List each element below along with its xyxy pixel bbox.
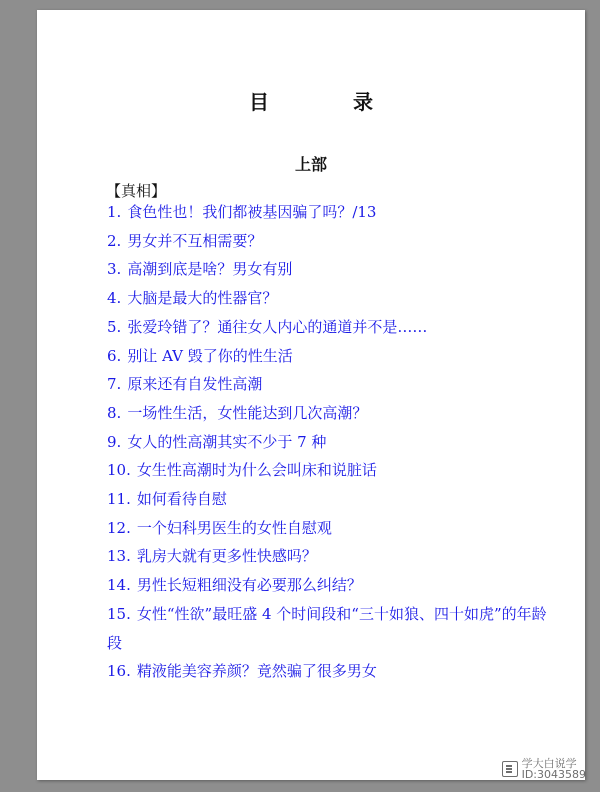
toc-item[interactable] xyxy=(107,456,547,485)
document-icon xyxy=(502,761,518,777)
toc-item-title: 如何看待自慰 xyxy=(136,490,227,509)
toc-item-title: 乳房大就有更多性快感吗？ xyxy=(136,547,317,566)
toc-item-number: 3. xyxy=(107,260,122,279)
toc-item[interactable] xyxy=(107,370,547,399)
toc-item-title: 一个妇科男医生的女性自慰观 xyxy=(136,518,332,537)
toc-item[interactable] xyxy=(107,657,547,686)
toc-item-number: 16. xyxy=(107,662,131,681)
toc-item-number: 11. xyxy=(107,490,131,509)
toc-item-title: 原来还有自发性高潮 xyxy=(127,375,263,394)
toc-item-title: 别让 AV 毁了你的性生活 xyxy=(127,346,293,365)
toc-item-number: 8. xyxy=(107,403,122,422)
watermark-text xyxy=(522,758,586,780)
toc-item[interactable] xyxy=(107,600,547,657)
toc-item-title: 高潮到底是啥？男女有别 xyxy=(127,260,293,279)
toc-item-number: 1. xyxy=(107,203,122,221)
toc-item-number: 4. xyxy=(107,289,122,308)
toc-item[interactable] xyxy=(107,313,547,342)
toc-item-number: 9. xyxy=(107,432,122,451)
toc-item[interactable] xyxy=(107,399,547,428)
watermark-line-2: ID:3043589 xyxy=(521,768,586,781)
toc-item-title: 男性长短粗细没有必要那么纠结？ xyxy=(136,576,362,595)
watermark-line-1: 学大白说学 xyxy=(521,757,577,770)
toc-item-title: 女性“性欲”最旺盛 4 个时间段和“三十如狼、四十如虎”的年龄段 xyxy=(107,604,547,652)
section-label: 【真相】 xyxy=(106,182,167,200)
toc-item-number: 15. xyxy=(107,604,131,623)
toc-item[interactable] xyxy=(107,198,547,227)
document-page xyxy=(37,10,585,780)
toc-item-number: 12. xyxy=(107,518,131,537)
toc-item[interactable] xyxy=(107,255,547,284)
toc-item[interactable] xyxy=(107,342,547,371)
watermark xyxy=(502,758,586,780)
toc-item-title: 大脑是最大的性器官？ xyxy=(127,289,278,308)
toc-item-number: 10. xyxy=(107,461,131,480)
toc-item-title: 女人的性高潮其实不少于 7 种 xyxy=(127,432,327,451)
toc-item[interactable] xyxy=(107,485,547,514)
table-of-contents xyxy=(107,198,547,686)
toc-item-number: 7. xyxy=(107,375,122,394)
toc-item[interactable] xyxy=(107,428,547,457)
toc-item-number: 2. xyxy=(107,231,122,250)
toc-item-title: 张爱玲错了？通往女人内心的通道并不是…… xyxy=(127,317,428,336)
toc-item-title: 男女并不互相需要？ xyxy=(127,231,263,250)
toc-item[interactable] xyxy=(107,571,547,600)
toc-item-number: 5. xyxy=(107,317,122,336)
toc-item[interactable] xyxy=(107,514,547,543)
toc-item-title: 食色性也！我们都被基因骗了吗？/13 xyxy=(127,203,377,221)
part-heading: 上部 xyxy=(294,155,327,174)
page-title: 目 录 xyxy=(249,90,405,114)
toc-item-number: 6. xyxy=(107,346,122,365)
toc-item[interactable] xyxy=(107,227,547,256)
toc-item-title: 精液能美容养颜？竟然骗了很多男女 xyxy=(136,662,377,681)
toc-item[interactable] xyxy=(107,542,547,571)
toc-item-number: 13. xyxy=(107,547,131,566)
toc-item-number: 14. xyxy=(107,576,131,595)
toc-item-title: 一场性生活，女性能达到几次高潮？ xyxy=(127,403,368,422)
toc-item-title: 女生性高潮时为什么会叫床和说脏话 xyxy=(136,461,377,480)
toc-item[interactable] xyxy=(107,284,547,313)
